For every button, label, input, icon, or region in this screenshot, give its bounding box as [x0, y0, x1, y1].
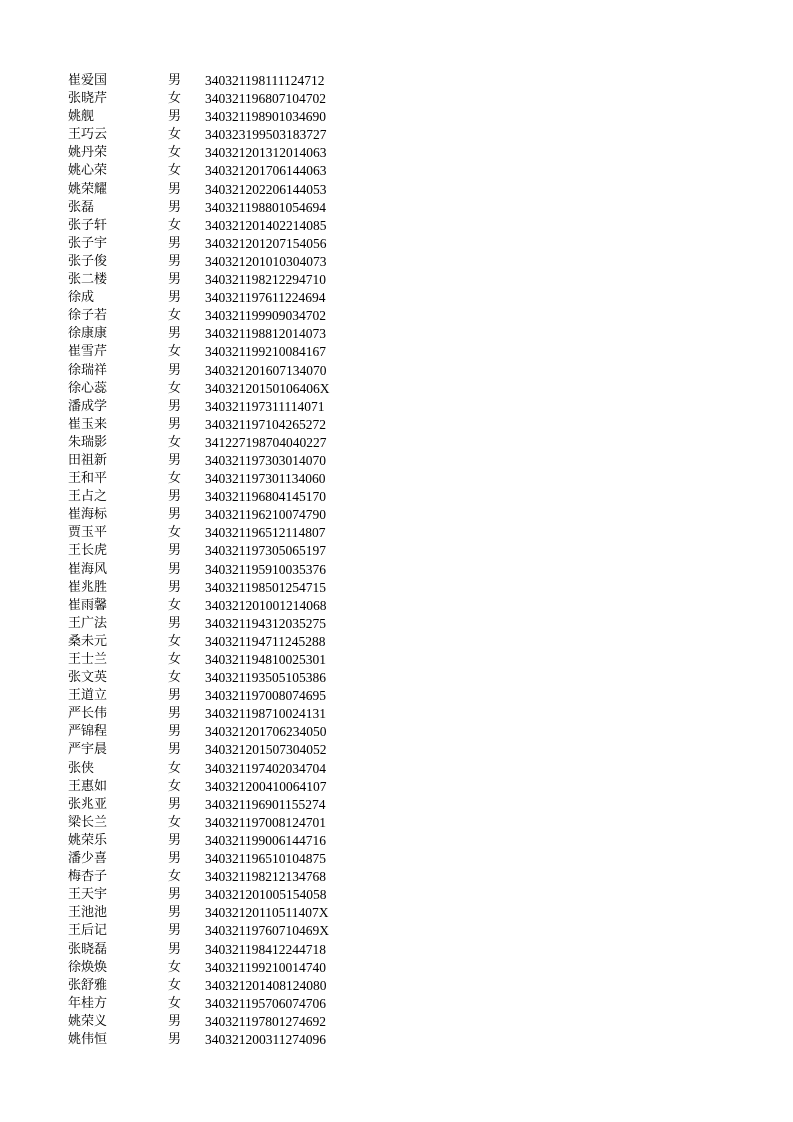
- id-number-cell: 340321197611224694: [205, 290, 326, 306]
- table-row: [68, 307, 368, 325]
- table-row: [68, 832, 368, 850]
- name-cell: 张晓芹: [68, 91, 108, 107]
- id-number-cell: 340321196510104875: [205, 851, 326, 867]
- sex-cell: 男: [168, 507, 182, 523]
- sex-cell: 男: [168, 706, 182, 722]
- name-cell: 张二楼: [68, 272, 108, 288]
- table-row: [68, 416, 368, 434]
- name-cell: 王天宇: [68, 887, 108, 903]
- id-number-cell: 340321195706074706: [205, 995, 326, 1011]
- table-row: [68, 850, 368, 868]
- table-row: [68, 778, 368, 796]
- table-row: [68, 705, 368, 723]
- table-row: [68, 162, 368, 180]
- sex-cell: 男: [168, 181, 182, 197]
- sex-cell: 男: [168, 923, 182, 939]
- sex-cell: 男: [168, 742, 182, 758]
- name-cell: 王占之: [68, 489, 108, 505]
- table-row: [68, 687, 368, 705]
- name-cell: 王巧云: [68, 127, 108, 143]
- table-row: [68, 343, 368, 361]
- id-number-cell: 340321198212134768: [205, 869, 326, 885]
- name-cell: 王池池: [68, 905, 108, 921]
- sex-cell: 男: [168, 887, 182, 903]
- table-row: [68, 886, 368, 904]
- table-row: [68, 398, 368, 416]
- id-number-cell: 340321198812014073: [205, 326, 326, 342]
- table-row: [68, 325, 368, 343]
- id-number-cell: 341227198704040227: [205, 434, 327, 450]
- name-cell: 崔玉来: [68, 416, 108, 432]
- sex-cell: 女: [168, 652, 182, 667]
- table-row: [68, 181, 368, 199]
- id-number-cell: 340321197801274692: [205, 1013, 326, 1029]
- table-row: [68, 1031, 368, 1049]
- sex-cell: 女: [168, 344, 182, 360]
- table-row: [68, 470, 368, 488]
- sex-cell: 女: [168, 670, 182, 686]
- name-cell: 姚丹荣: [68, 145, 108, 161]
- id-number-cell: 340321199006144716: [205, 832, 326, 848]
- sex-cell: 男: [168, 851, 182, 867]
- id-number-cell: 340321197008074695: [205, 688, 326, 704]
- table-row: [68, 217, 368, 235]
- table-row: [68, 542, 368, 560]
- id-number-cell: 340321201607134070: [205, 362, 327, 378]
- id-number-cell: 340321197301134060: [205, 471, 326, 487]
- sex-cell: 男: [168, 1013, 182, 1029]
- name-cell: 年桂方: [68, 995, 108, 1011]
- name-cell: 姚荣义: [68, 1013, 108, 1029]
- name-cell: 姚心荣: [68, 163, 108, 179]
- id-number-cell: 340321197402034704: [205, 760, 326, 776]
- table-row: [68, 959, 368, 977]
- name-cell: 徐成: [68, 290, 95, 306]
- sex-cell: 男: [168, 832, 182, 848]
- table-row: [68, 506, 368, 524]
- table-row: [68, 814, 368, 832]
- name-cell: 王后记: [68, 923, 108, 939]
- sex-cell: 女: [168, 127, 182, 143]
- sex-cell: 女: [168, 597, 182, 613]
- name-cell: 崔兆胜: [68, 579, 108, 595]
- table-row: [68, 995, 368, 1013]
- id-number-cell: 340321199210084167: [205, 344, 326, 360]
- name-cell: 徐心蕊: [68, 380, 108, 396]
- id-number-cell: 340321200410064107: [205, 778, 327, 794]
- sex-cell: 女: [168, 995, 182, 1011]
- id-number-cell: 340321200311274096: [205, 1031, 326, 1047]
- table-row: [68, 796, 368, 814]
- name-cell: 姚荣乐: [68, 832, 108, 848]
- id-number-cell: 340321199210014740: [205, 959, 326, 975]
- id-number-cell: 340321197104265272: [205, 416, 326, 432]
- sex-cell: 男: [168, 796, 182, 812]
- id-number-cell: 340321201706234050: [205, 724, 327, 740]
- sex-cell: 男: [168, 941, 182, 957]
- id-number-cell: 340321197305065197: [205, 543, 326, 559]
- sex-cell: 女: [168, 145, 182, 161]
- sex-cell: 男: [168, 489, 182, 505]
- sex-cell: 男: [168, 724, 182, 740]
- name-cell: 王和平: [68, 471, 108, 487]
- id-number-cell: 340321196804145170: [205, 489, 326, 505]
- name-cell: 崔雨馨: [68, 597, 108, 613]
- sex-cell: 女: [168, 163, 182, 179]
- name-cell: 崔海风: [68, 561, 108, 577]
- id-number-cell: 340321201207154056: [205, 235, 327, 251]
- sex-cell: 女: [168, 380, 182, 396]
- name-cell: 张文英: [68, 670, 108, 686]
- table-row: [68, 633, 368, 651]
- table-row: [68, 669, 368, 687]
- id-number-cell: 340321198501254715: [205, 579, 326, 595]
- name-cell: 梁长兰: [68, 814, 108, 830]
- table-row: [68, 868, 368, 886]
- id-number-cell: 340321201408124080: [205, 977, 327, 993]
- name-cell: 王长虎: [68, 543, 108, 559]
- table-row: [68, 922, 368, 940]
- id-number-cell: 340321195910035376: [205, 561, 326, 577]
- name-cell: 徐焕焕: [68, 959, 108, 975]
- table-row: [68, 977, 368, 995]
- name-cell: 姚伟恒: [68, 1031, 108, 1047]
- id-number-cell: 340321197303014070: [205, 452, 326, 468]
- id-number-cell: 340321199909034702: [205, 308, 326, 324]
- name-cell: 崔爱国: [68, 73, 108, 88]
- sex-cell: 男: [168, 253, 182, 269]
- name-cell: 田祖新: [68, 452, 108, 468]
- table-row: [68, 199, 368, 217]
- name-cell: 张磊: [68, 199, 95, 215]
- table-row: [68, 615, 368, 633]
- id-number-cell: 340321202206144053: [205, 181, 327, 197]
- sex-cell: 男: [168, 326, 182, 342]
- id-number-cell: 340321201001214068: [205, 597, 327, 613]
- name-cell: 张子宇: [68, 235, 108, 251]
- table-row: [68, 434, 368, 452]
- sex-cell: 男: [168, 1031, 182, 1047]
- sex-cell: 男: [168, 272, 182, 288]
- name-cell: 徐康康: [68, 326, 108, 342]
- sex-cell: 男: [168, 543, 182, 559]
- sex-cell: 女: [168, 217, 182, 233]
- id-number-cell: 340321201706144063: [205, 163, 327, 179]
- table-row: [68, 723, 368, 741]
- sex-cell: 男: [168, 452, 182, 468]
- id-number-cell: 340321193505105386: [205, 670, 326, 686]
- name-cell: 徐瑞祥: [68, 362, 108, 378]
- id-number-cell: 340321197311114071: [205, 398, 325, 414]
- name-cell: 王广法: [68, 615, 108, 631]
- sex-cell: 男: [168, 362, 182, 378]
- id-number-cell: 340321201507304052: [205, 742, 327, 758]
- name-cell: 桑未元: [68, 633, 108, 649]
- table-row: [68, 579, 368, 597]
- name-cell: 梅杏子: [68, 869, 108, 885]
- table-row: [68, 597, 368, 615]
- name-cell: 张晓磊: [68, 941, 108, 957]
- sex-cell: 女: [168, 760, 182, 776]
- sex-cell: 男: [168, 416, 182, 432]
- id-number-cell: 340321201402214085: [205, 217, 327, 233]
- table-row: [68, 144, 368, 162]
- id-number-cell: 34032120150106406X: [205, 380, 330, 396]
- sex-cell: 男: [168, 579, 182, 595]
- record-table: [68, 72, 368, 1049]
- table-row: [68, 904, 368, 922]
- sex-cell: 女: [168, 308, 182, 324]
- id-number-cell: 340321198212294710: [205, 272, 326, 288]
- sex-cell: 女: [168, 434, 182, 450]
- id-number-cell: 340321194711245288: [205, 633, 326, 649]
- table-row: [68, 289, 368, 307]
- table-row: [68, 362, 368, 380]
- table-row: [68, 941, 368, 959]
- name-cell: 王惠如: [68, 778, 108, 794]
- table-row: [68, 452, 368, 470]
- name-cell: 严长伟: [68, 706, 108, 722]
- sex-cell: 男: [168, 688, 182, 704]
- id-number-cell: 340321194312035275: [205, 615, 326, 631]
- id-number-cell: 340321198801054694: [205, 199, 326, 215]
- id-number-cell: 340321201010304073: [205, 253, 327, 269]
- table-row: [68, 271, 368, 289]
- sex-cell: 女: [168, 959, 182, 975]
- table-row: [68, 108, 368, 126]
- table-row: [68, 253, 368, 271]
- table-row: [68, 1013, 368, 1031]
- name-cell: 崔雪芹: [68, 344, 108, 360]
- sex-cell: 女: [168, 814, 182, 830]
- id-number-cell: 340321198710024131: [205, 706, 326, 722]
- table-row: [68, 524, 368, 542]
- sex-cell: 女: [168, 977, 182, 993]
- name-cell: 潘成学: [68, 398, 108, 414]
- id-number-cell: 340321201005154058: [205, 887, 327, 903]
- name-cell: 张子俊: [68, 253, 108, 269]
- name-cell: 姚荣耀: [68, 181, 108, 197]
- id-number-cell: 34032119760710469X: [205, 923, 329, 939]
- sex-cell: 男: [168, 290, 182, 306]
- id-number-cell: 340321197008124701: [205, 814, 326, 830]
- id-number-cell: 340321198901034690: [205, 109, 326, 125]
- name-cell: 朱瑞影: [68, 434, 108, 450]
- table-row: [68, 126, 368, 144]
- name-cell: 张侠: [68, 760, 95, 776]
- sex-cell: 男: [168, 235, 182, 251]
- table-row: [68, 380, 368, 398]
- table-row: [68, 72, 368, 90]
- id-number-cell: 340323199503183727: [205, 127, 327, 143]
- id-number-cell: 340321198412244718: [205, 941, 326, 957]
- id-number-cell: 340321201312014063: [205, 145, 327, 161]
- sex-cell: 男: [168, 109, 182, 125]
- name-cell: 徐子若: [68, 308, 108, 324]
- sex-cell: 女: [168, 91, 182, 107]
- sex-cell: 男: [168, 561, 182, 577]
- id-number-cell: 340321196512114807: [205, 525, 326, 541]
- name-cell: 严锦程: [68, 724, 108, 740]
- name-cell: 严宇晨: [68, 742, 108, 758]
- name-cell: 张兆亚: [68, 796, 108, 812]
- id-number-cell: 34032120110511407X: [205, 905, 329, 921]
- table-row: [68, 760, 368, 778]
- id-number-cell: 340321196901155274: [205, 796, 326, 812]
- sex-cell: 女: [168, 525, 182, 541]
- name-cell: 王道立: [68, 688, 108, 704]
- sex-cell: 女: [168, 471, 182, 487]
- sex-cell: 女: [168, 869, 182, 885]
- name-cell: 潘少喜: [68, 851, 108, 867]
- name-cell: 张子轩: [68, 217, 108, 233]
- sex-cell: 男: [168, 905, 182, 921]
- name-cell: 王士兰: [68, 652, 108, 667]
- sex-cell: 男: [168, 73, 182, 88]
- id-number-cell: 340321194810025301: [205, 652, 326, 667]
- table-row: [68, 488, 368, 506]
- name-cell: 崔海标: [68, 507, 108, 523]
- sex-cell: 男: [168, 398, 182, 414]
- name-cell: 张舒雅: [68, 977, 108, 993]
- table-row: [68, 651, 368, 669]
- id-number-cell: 340321198111124712: [205, 73, 325, 88]
- id-number-cell: 340321196210074790: [205, 507, 326, 523]
- sex-cell: 男: [168, 615, 182, 631]
- sex-cell: 男: [168, 199, 182, 215]
- id-number-cell: 340321196807104702: [205, 91, 326, 107]
- sex-cell: 女: [168, 778, 182, 794]
- table-row: [68, 90, 368, 108]
- table-row: [68, 235, 368, 253]
- table-row: [68, 741, 368, 759]
- name-cell: 贾玉平: [68, 525, 108, 541]
- name-cell: 姚舰: [68, 109, 95, 125]
- table-row: [68, 561, 368, 579]
- sex-cell: 女: [168, 633, 182, 649]
